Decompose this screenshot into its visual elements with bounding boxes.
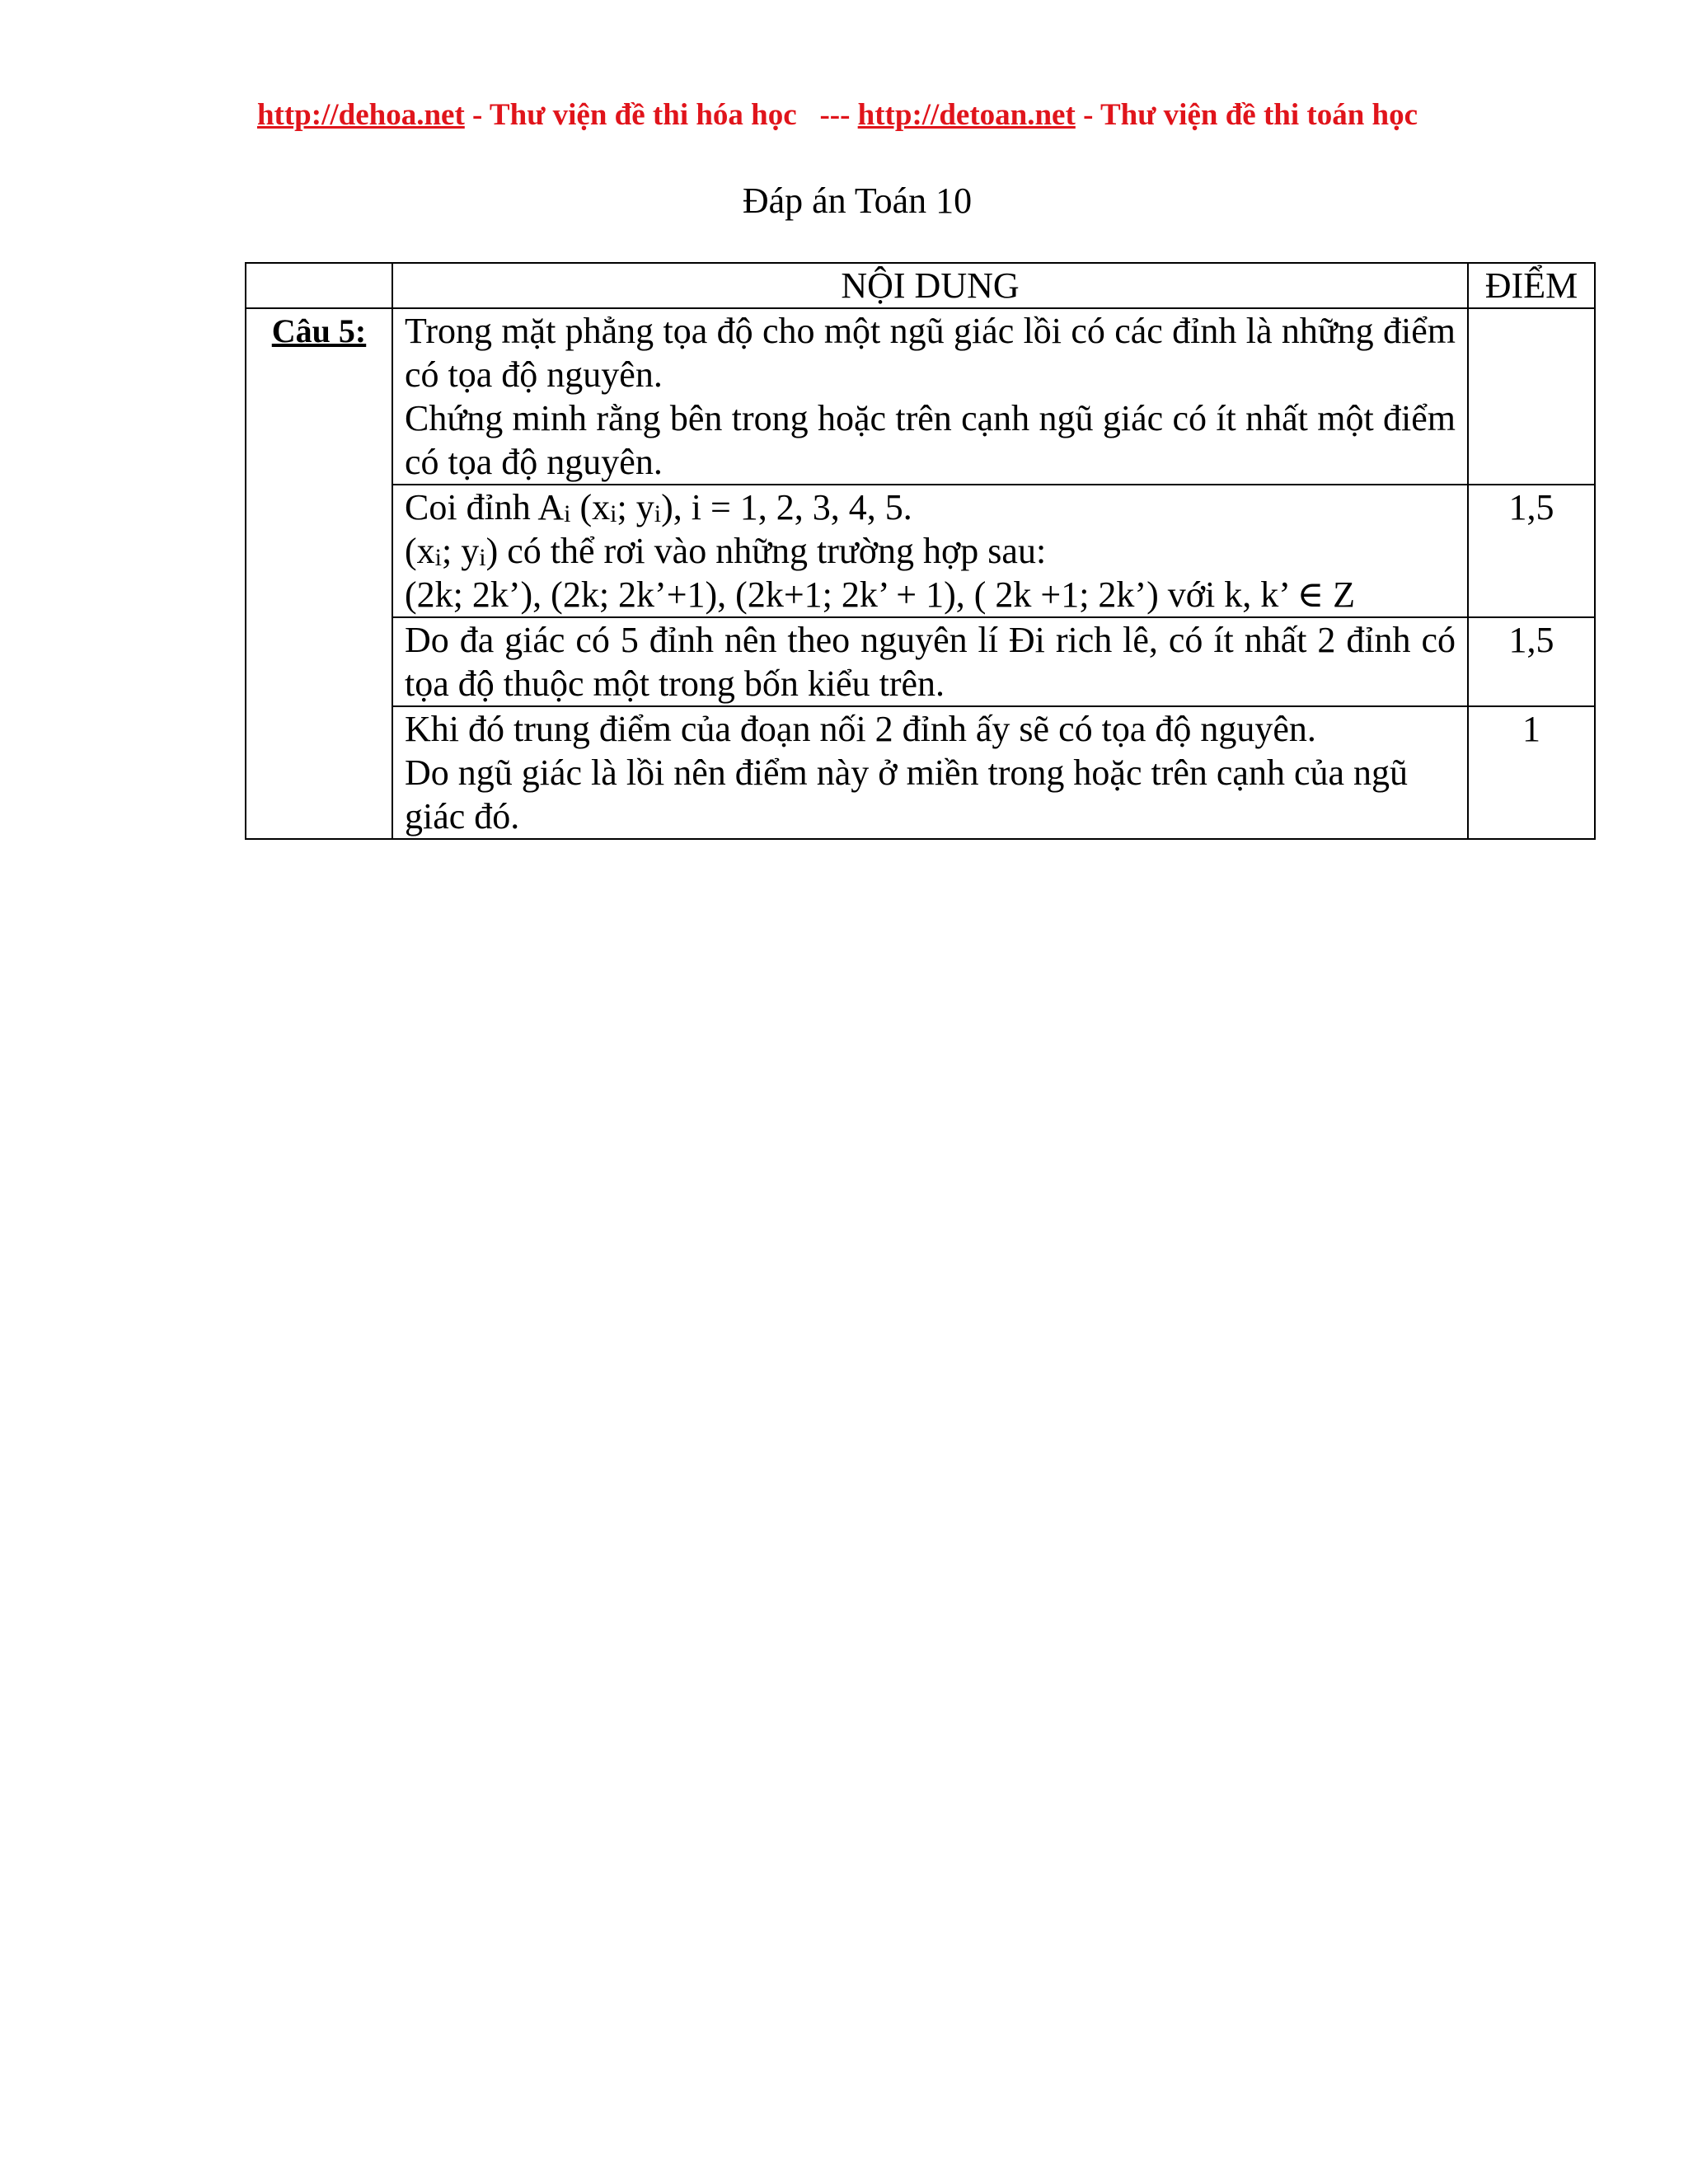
problem-line-1: Trong mặt phẳng tọa độ cho một ngũ giác lồi có các đỉnh là những điểm có tọa độ nguyên. [405,311,1456,395]
header-text-2: - Thư viện đề thi toán học [1075,98,1418,132]
solution-step-1 [392,485,1468,617]
table-row [246,706,1595,839]
step3-line-2: Do ngũ giác là lồi nên điểm này ở miền trong hoặc trên cạnh của ngũ giác đó. [405,752,1409,837]
score-cell [1468,308,1595,485]
detoan-link[interactable]: http://detoan.net [857,98,1076,132]
table-row [246,617,1595,706]
step1-line-3: (2k; 2k’), (2k; 2k’+1), (2k+1; 2k’ + 1), ( 2k +1; 2k’) với k, k’ ∈ Z [405,574,1356,615]
header-cell-blank [246,263,392,308]
problem-statement [392,308,1468,485]
step1-line-1: Coi đỉnh $A_i$ ($x_i$; $y_i$), i = 1, 2, 3, 4, 5. [405,487,912,527]
table-row [246,485,1595,617]
question-label: Câu 5: [246,308,392,839]
solution-step-2 [392,617,1468,706]
answer-table [245,262,1596,840]
table-header-row [246,263,1595,308]
step3-line-1: Khi đó trung điểm của đoạn nối 2 đỉnh ấy sẽ có tọa độ nguyên. [405,709,1316,749]
document-title: Đáp án Toán 10 [742,180,973,221]
header-separator: --- [796,98,858,132]
score-cell: 1,5 [1468,617,1595,706]
header-text-1: - Thư viện đề thi hóa học [464,98,797,132]
step2-line-1: Do đa giác có 5 đỉnh nên theo nguyên lí Đi rich lê, có ít nhất 2 đỉnh có tọa độ thuộc một trong bốn kiểu trên. [405,620,1456,704]
score-cell: 1,5 [1468,485,1595,617]
dehoa-link[interactable]: http://dehoa.net [256,98,465,132]
header-cell-content: NỘI DUNG [392,263,1468,308]
solution-step-3 [392,706,1468,839]
score-cell: 1 [1468,706,1595,839]
page-header [0,97,1681,133]
table-row [246,308,1595,485]
problem-line-2: Chứng minh rằng bên trong hoặc trên cạnh ngũ giác có ít nhất một điểm có tọa độ nguyên. [405,398,1456,482]
step1-line-2: ($x_i$; $y_i$) có thể rơi vào những trường hợp sau: [405,531,1047,571]
header-cell-score: ĐIỂM [1468,263,1595,308]
